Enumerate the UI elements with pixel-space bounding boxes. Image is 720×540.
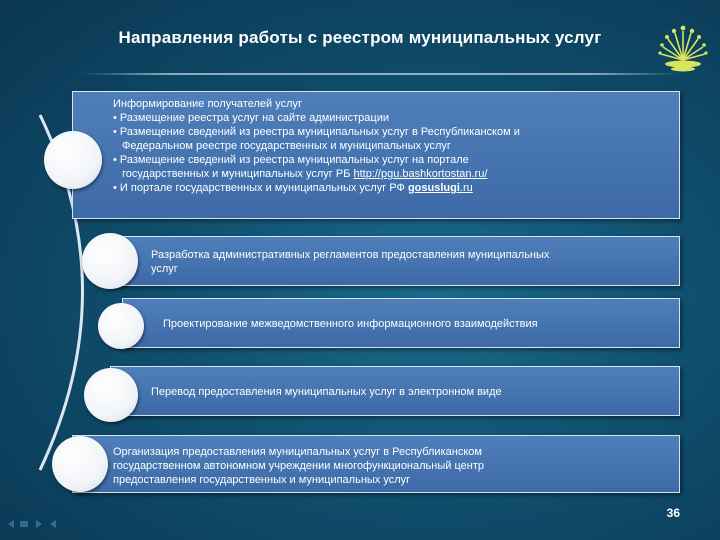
interagency-block (122, 298, 680, 348)
title-divider (80, 73, 680, 75)
mfc-text-line: государственном автономном учреждении многофункциональный центр (113, 460, 484, 472)
kurai-flower-logo-icon (655, 20, 711, 76)
bullet-item-with-link (113, 167, 679, 181)
mfc-text-line: предоставления государственных и муниципальных услуг (113, 474, 411, 486)
pgu-portal-link[interactable]: http://pgu.bashkortostan.ru/ (353, 168, 488, 180)
gosuslugi-link-domain[interactable]: .ru (459, 182, 473, 194)
mfc-block (72, 435, 680, 493)
bullet-circle-3 (98, 303, 144, 349)
info-block (72, 91, 680, 219)
bullet-continuation: государственных и муниципальных услуг РБ (122, 168, 351, 180)
bullet-item: • Размещение реестра услуг на сайте администрации (113, 112, 390, 124)
regulations-text-line: услуг (151, 263, 178, 275)
bullet-circle-5 (52, 436, 108, 492)
mfc-text-line: Организация предоставления муниципальных услуг в Республиканском (113, 446, 482, 458)
bullet-text: • И портале государственных и муниципальных услуг РФ (113, 182, 405, 194)
info-heading: Информирование получателей услуг (113, 98, 303, 110)
electronic-text: Перевод предоставления муниципальных услуг в электронном виде (151, 386, 502, 398)
bullet-item: • Размещение сведений из реестра муниципальных услуг в Республиканском и (113, 126, 520, 138)
gosuslugi-link-name[interactable]: gosuslugi (407, 182, 460, 194)
interagency-text: Проектирование межведомственного информационного взаимодействия (163, 318, 538, 330)
bullet-circle-1 (44, 131, 102, 189)
bullet-circle-2 (82, 233, 138, 289)
electronic-block (110, 366, 680, 416)
page-number: 36 (666, 506, 680, 520)
slide-title: Направления работы с реестром муниципальных услуг (118, 28, 602, 47)
regulations-text-line: Разработка административных регламентов предоставления муниципальных (151, 249, 550, 261)
regulations-block (110, 236, 680, 286)
bullet-item-with-link (113, 181, 679, 195)
slide-navigation-icon[interactable] (6, 518, 66, 530)
bullet-item: • Размещение сведений из реестра муниципальных услуг на портале (113, 154, 469, 166)
bullet-continuation: Федеральном реестре государственных и муниципальных услуг (122, 140, 451, 152)
bullet-circle-4 (84, 368, 138, 422)
gosuslugi-link[interactable] (408, 182, 473, 194)
